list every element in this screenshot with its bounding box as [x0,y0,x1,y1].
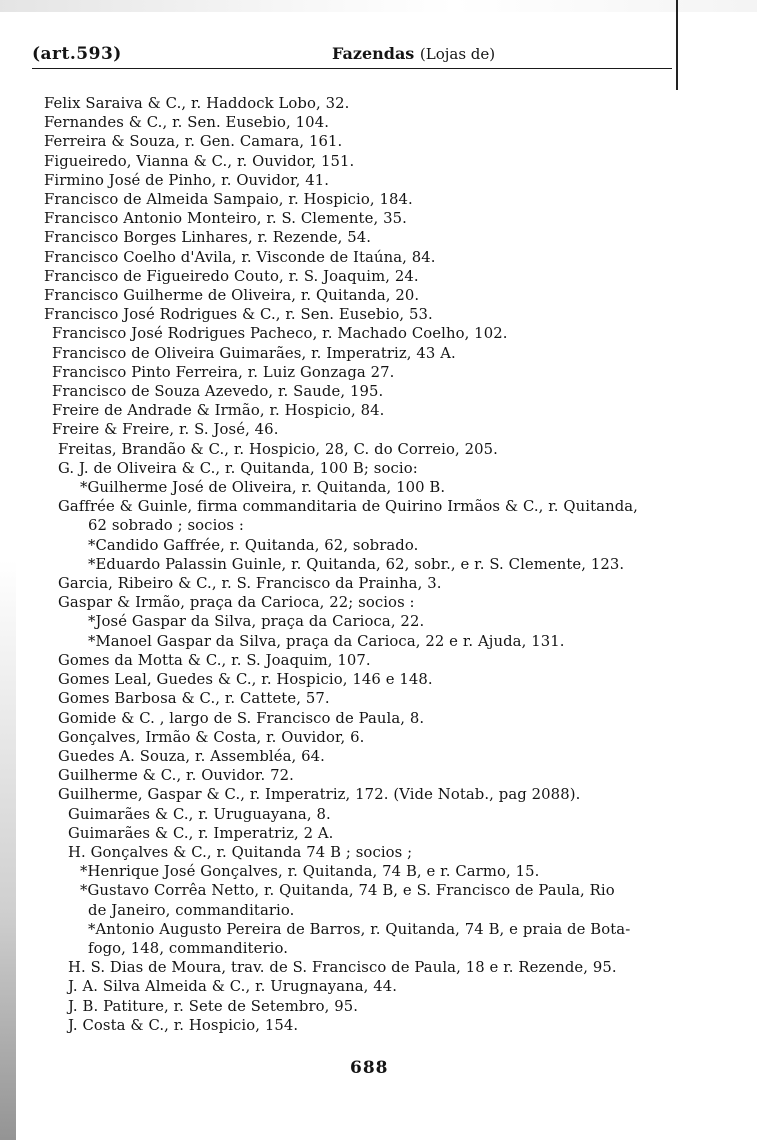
directory-entry-line: Firmino José de Pinho, r. Ouvidor, 41. [44,171,330,189]
directory-entry-line: *Gustavo Corrêa Netto, r. Quitanda, 74 B, e S. Francisco de Paula, Rio [80,882,615,900]
directory-entry-line: Guedes A. Souza, r. Assembléa, 64. [58,747,325,765]
directory-entry-line: *Guilherme José de Oliveira, r. Quitanda, 100 B. [80,479,446,497]
directory-entry-line: Gomes Barbosa & C., r. Cattete, 57. [58,690,330,708]
directory-entry-line: Guilherme & C., r. Ouvidor. 72. [58,767,294,785]
directory-entry-line: *Henrique José Gonçalves, r. Quitanda, 74 B, e r. Carmo, 15. [80,863,540,881]
directory-entry-line: Garcia, Ribeiro & C., r. S. Francisco da Prainha, 3. [58,575,442,593]
directory-entry-line: Francisco de Figueiredo Couto, r. S. Joaquim, 24. [44,267,419,285]
section-title [332,44,495,63]
directory-entry-line: 62 sobrado ; socios : [88,517,244,535]
directory-entry-line: Francisco de Oliveira Guimarães, r. Imperatriz, 43 A. [52,344,456,362]
directory-entry-line: Figueiredo, Vianna & C., r. Ouvidor, 151. [44,152,355,170]
directory-entry-line: Guilherme, Gaspar & C., r. Imperatriz, 172. (Vide Notab., pag 2088). [58,786,581,804]
directory-entry-line: G. J. de Oliveira & C., r. Quitanda, 100 B; socio: [58,459,418,477]
directory-entry-line: Gaspar & Irmão, praça da Carioca, 22; socios : [58,594,415,612]
scan-edge-right [676,0,678,90]
running-header [32,44,672,69]
directory-entry-line: Francisco de Souza Azevedo, r. Saude, 195. [52,383,384,401]
directory-entry-line: Francisco Antonio Monteiro, r. S. Clemente, 35. [44,210,407,228]
directory-entry-line: Guimarães & C., r. Uruguayana, 8. [68,805,331,823]
article-number: (art.593) [32,44,122,64]
directory-entry-line: J. Costa & C., r. Hospicio, 154. [68,1016,299,1034]
directory-entry-line: Francisco José Rodrigues Pacheco, r. Machado Coelho, 102. [52,325,508,343]
directory-entry-line: fogo, 148, commanditerio. [88,939,288,957]
section-title-main: Fazendas [332,44,415,63]
directory-entry-line: Francisco Coelho d'Avila, r. Visconde de Itaúna, 84. [44,248,436,266]
directory-entries [44,94,704,1035]
directory-entry-line: H. Gonçalves & C., r. Quitanda 74 B ; socios ; [68,843,413,861]
directory-entry-line: Francisco Guilherme de Oliveira, r. Quitanda, 20. [44,287,420,305]
directory-entry-line: Freitas, Brandão & C., r. Hospicio, 28, C. do Correio, 205. [58,440,498,458]
directory-entry-line: *José Gaspar da Silva, praça da Carioca, 22. [88,613,425,631]
directory-entry-line: Francisco Pinto Ferreira, r. Luiz Gonzaga 27. [52,363,395,381]
page-number: 688 [350,1058,389,1078]
directory-entry-line: H. S. Dias de Moura, trav. de S. Francisco de Paula, 18 e r. Rezende, 95. [68,959,617,977]
directory-entry-line: *Candido Gaffrée, r. Quitanda, 62, sobrado. [88,536,419,554]
directory-entry-line: Ferreira & Souza, r. Gen. Camara, 161. [44,133,343,151]
directory-entry-line: Gomes Leal, Guedes & C., r. Hospicio, 146 e 148. [58,671,433,689]
scan-edge-top [0,0,757,12]
directory-entry-line: Gonçalves, Irmão & Costa, r. Ouvidor, 6. [58,728,365,746]
directory-entry-line: Gomide & C. , largo de S. Francisco de Paula, 8. [58,709,425,727]
directory-entry-line: Francisco de Almeida Sampaio, r. Hospicio, 184. [44,191,413,209]
directory-entry-line: Gaffrée & Guinle, firma commanditaria de Quirino Irmãos & C., r. Quitanda, [58,498,638,516]
directory-entry-line: Francisco José Rodrigues & C., r. Sen. Eusebio, 53. [44,306,433,324]
scan-edge-left [0,560,16,1140]
directory-entry-line: de Janeiro, commanditario. [88,901,295,919]
directory-entry-line: Guimarães & C., r. Imperatriz, 2 A. [68,824,334,842]
directory-entry-line: J. B. Patiture, r. Sete de Setembro, 95. [68,997,359,1015]
directory-entry-line: Freire de Andrade & Irmão, r. Hospicio, 84. [52,402,385,420]
directory-entry-line: Felix Saraiva & C., r. Haddock Lobo, 32. [44,95,350,112]
directory-entry-line: Fernandes & C., r. Sen. Eusebio, 104. [44,114,330,132]
directory-entry-line: *Eduardo Palassin Guinle, r. Quitanda, 62, sobr., e r. S. Clemente, 123. [88,555,625,573]
directory-entry-line: J. A. Silva Almeida & C., r. Urugnayana, 44. [68,978,398,996]
directory-entry-line: Gomes da Motta & C., r. S. Joaquim, 107. [58,651,371,669]
directory-entry-line: Freire & Freire, r. S. José, 46. [52,421,279,439]
section-title-sub: (Lojas de) [419,45,496,63]
directory-entry-line: Francisco Borges Linhares, r. Rezende, 54. [44,229,372,247]
directory-entry-line: *Manoel Gaspar da Silva, praça da Carioca, 22 e r. Ajuda, 131. [88,632,565,650]
directory-entry-line: *Antonio Augusto Pereira de Barros, r. Quitanda, 74 B, e praia de Bota- [88,920,631,938]
